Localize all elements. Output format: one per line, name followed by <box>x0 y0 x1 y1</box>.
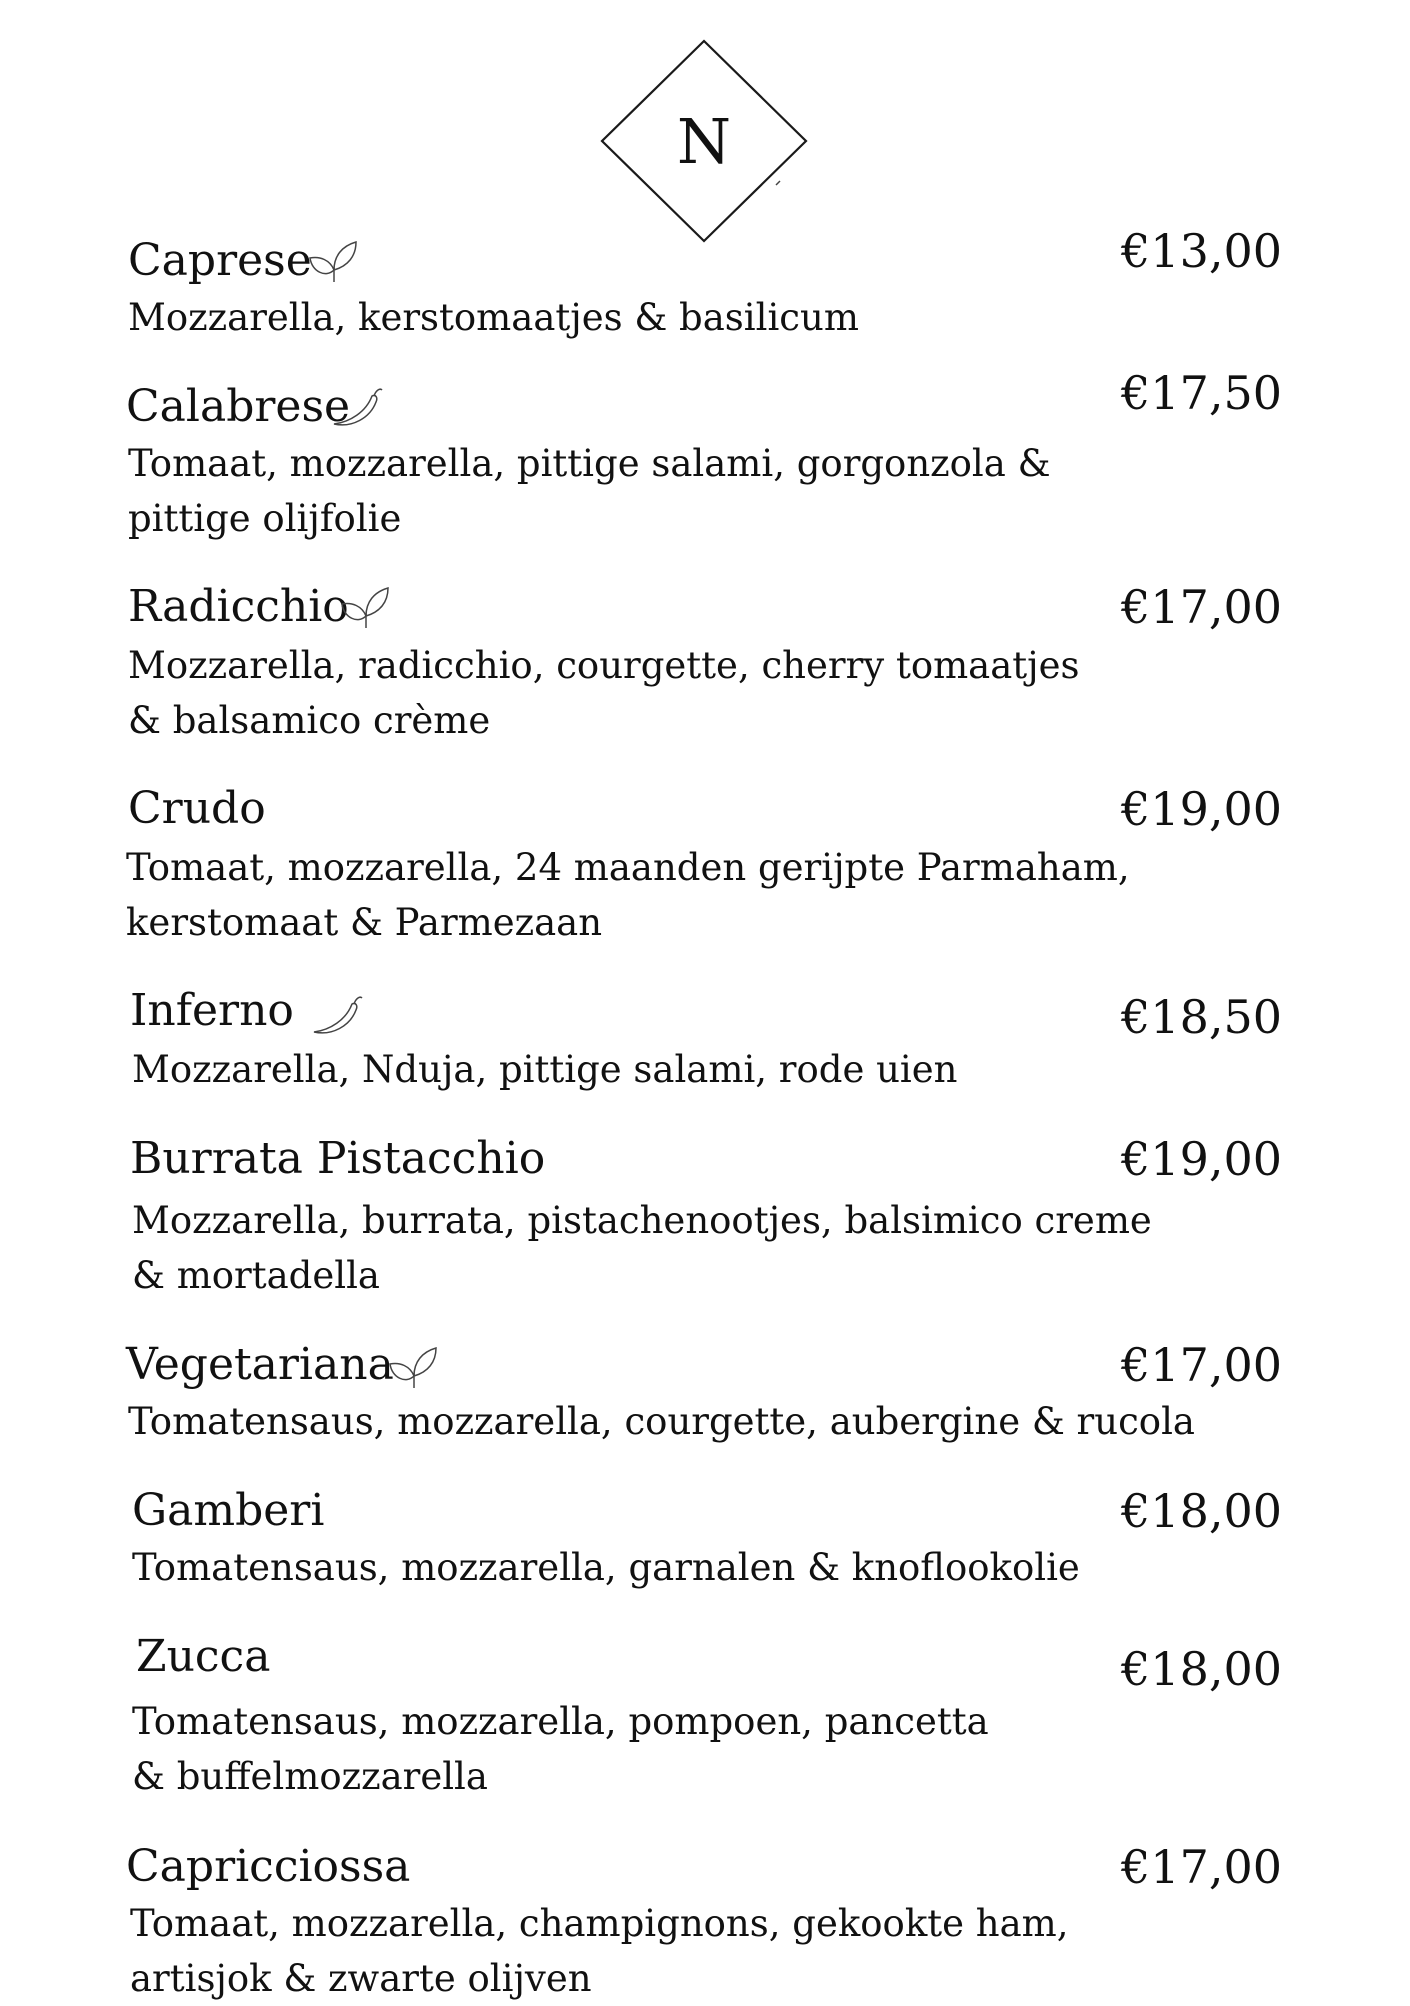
item-description-line-1: Tomatensaus, mozzarella, garnalen & knoflookolie <box>132 1546 1080 1589</box>
item-description-line-1: Tomatensaus, mozzarella, courgette, aubergine & rucola <box>128 1400 1195 1443</box>
item-name: Gamberi <box>132 1485 325 1536</box>
item-description-line-1: Mozzarella, kerstomaatjes & basilicum <box>128 296 859 339</box>
item-price: €17,00 <box>1121 580 1282 634</box>
item-description-line-1: Tomaat, mozzarella, champignons, gekookte ham, <box>130 1902 1069 1945</box>
item-description-line-2: & mortadella <box>132 1254 380 1297</box>
item-description-line-2: kerstomaat & Parmezaan <box>126 901 603 944</box>
item-price: €19,00 <box>1121 1132 1282 1186</box>
item-description-line-2: & buffelmozzarella <box>132 1755 488 1798</box>
leaf-icon <box>384 1344 438 1390</box>
item-description-line-1: Tomatensaus, mozzarella, pompoen, pancetta <box>132 1700 989 1743</box>
chili-pepper-icon <box>310 992 364 1038</box>
logo-letter: N <box>676 105 732 178</box>
chili-pepper-icon <box>330 384 384 430</box>
item-price: €13,00 <box>1121 224 1282 278</box>
item-description-line-2: artisjok & zwarte olijven <box>130 1957 592 2000</box>
item-description-line-1: Mozzarella, radicchio, courgette, cherry tomaatjes <box>128 644 1080 687</box>
item-price: €19,00 <box>1121 782 1282 836</box>
item-name: Capricciossa <box>126 1841 411 1892</box>
item-description-line-1: Tomaat, mozzarella, pittige salami, gorgonzola & <box>128 442 1051 485</box>
item-price: €17,00 <box>1121 1338 1282 1392</box>
item-name: Zucca <box>136 1631 271 1682</box>
item-description-line-1: Mozzarella, Nduja, pittige salami, rode uien <box>132 1048 958 1091</box>
item-name: Radicchio <box>128 581 349 632</box>
item-description-line-2: & balsamico crème <box>128 699 491 742</box>
item-name: Calabrese <box>126 381 351 432</box>
item-name: Crudo <box>128 783 266 834</box>
item-name: Vegetariana <box>126 1339 394 1390</box>
item-name: Inferno <box>130 985 294 1036</box>
n-logo <box>598 38 810 244</box>
item-price: €18,50 <box>1121 990 1282 1044</box>
item-price: €18,00 <box>1121 1642 1282 1696</box>
item-description-line-2: pittige olijfolie <box>128 497 402 540</box>
item-description-line-1: Tomaat, mozzarella, 24 maanden gerijpte Parmaham, <box>126 846 1130 889</box>
item-price: €17,00 <box>1121 1840 1282 1894</box>
item-price: €18,00 <box>1121 1484 1282 1538</box>
item-description-line-1: Mozzarella, burrata, pistachenootjes, balsimico creme <box>132 1199 1152 1242</box>
item-name: Burrata Pistacchio <box>130 1133 546 1184</box>
item-name: Caprese <box>128 235 312 286</box>
leaf-icon <box>336 584 390 630</box>
item-price: €17,50 <box>1121 366 1282 420</box>
leaf-icon <box>304 238 358 284</box>
